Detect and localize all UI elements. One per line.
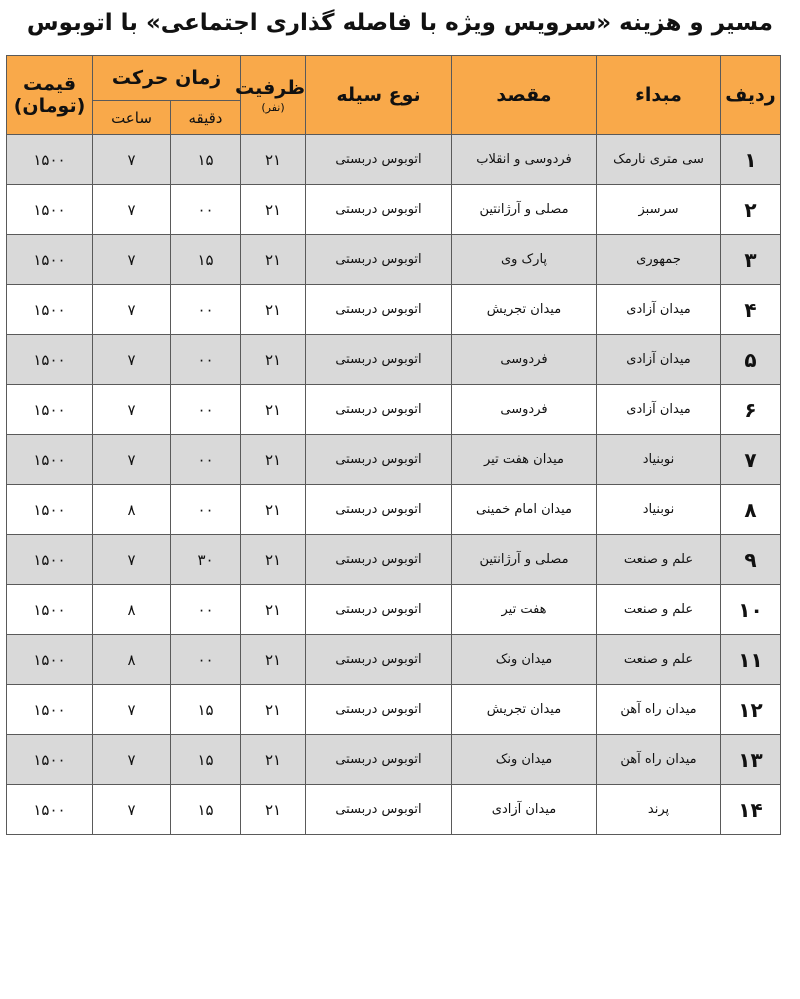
header-capacity: ظرفیت (نفر) [241,56,306,135]
capacity-cell: ۲۱ [241,135,306,185]
price-cell: ۱۵۰۰ [7,685,93,735]
table-row [7,485,781,535]
table-row [7,185,781,235]
destination-cell: مصلی و آرژانتین [452,185,597,235]
capacity-cell: ۲۱ [241,585,306,635]
row-number-cell: ۴ [721,285,781,335]
hour-cell: ۸ [93,635,171,685]
origin-cell: میدان راه آهن [597,735,721,785]
table-row [7,635,781,685]
price-cell: ۱۵۰۰ [7,335,93,385]
table-row [7,235,781,285]
vehicle-cell: اتوبوس دربستی [306,285,452,335]
table-row [7,535,781,585]
destination-cell: میدان ونک [452,635,597,685]
hour-cell: ۷ [93,135,171,185]
table-row [7,385,781,435]
header-origin: مبداء [597,56,721,135]
minute-cell: ۳۰ [171,535,241,585]
page-title: مسیر و هزینه «سرویس ویژه با فاصله گذاری اجتماعی» با اتوبوس [26,10,774,36]
origin-cell: نوبنیاد [597,485,721,535]
origin-cell: میدان آزادی [597,285,721,335]
origin-cell: پرند [597,785,721,835]
hour-cell: ۷ [93,435,171,485]
row-number-cell: ۸ [721,485,781,535]
row-number-cell: ۶ [721,385,781,435]
hour-cell: ۷ [93,735,171,785]
header-price: قیمت (تومان) [7,56,93,135]
minute-cell: ۰۰ [171,385,241,435]
price-cell: ۱۵۰۰ [7,235,93,285]
hour-cell: ۸ [93,585,171,635]
vehicle-cell: اتوبوس دربستی [306,785,452,835]
origin-cell: میدان آزادی [597,335,721,385]
minute-cell: ۱۵ [171,735,241,785]
price-cell: ۱۵۰۰ [7,785,93,835]
minute-cell: ۰۰ [171,185,241,235]
hour-cell: ۷ [93,385,171,435]
capacity-cell: ۲۱ [241,235,306,285]
vehicle-cell: اتوبوس دربستی [306,185,452,235]
row-number-cell: ۲ [721,185,781,235]
origin-cell: علم و صنعت [597,585,721,635]
destination-cell: میدان هفت تیر [452,435,597,485]
vehicle-cell: اتوبوس دربستی [306,335,452,385]
hour-cell: ۷ [93,685,171,735]
capacity-cell: ۲۱ [241,785,306,835]
minute-cell: ۱۵ [171,785,241,835]
hour-cell: ۷ [93,285,171,335]
vehicle-cell: اتوبوس دربستی [306,735,452,785]
row-number-cell: ۱۲ [721,685,781,735]
minute-cell: ۰۰ [171,435,241,485]
table-row [7,285,781,335]
hour-cell: ۸ [93,485,171,535]
header-price-unit: (تومان) [13,95,86,117]
capacity-cell: ۲۱ [241,635,306,685]
capacity-cell: ۲۱ [241,485,306,535]
header-row-number: ردیف [721,56,781,135]
row-number-cell: ۱ [721,135,781,185]
price-cell: ۱۵۰۰ [7,535,93,585]
table-row [7,735,781,785]
vehicle-cell: اتوبوس دربستی [306,135,452,185]
capacity-cell: ۲۱ [241,285,306,335]
destination-cell: میدان تجریش [452,685,597,735]
header-capacity-unit: (نفر) [261,100,285,114]
price-cell: ۱۵۰۰ [7,135,93,185]
header-hour: ساعت [93,101,171,135]
destination-cell: فردوسی [452,385,597,435]
row-number-cell: ۱۰ [721,585,781,635]
header-row [7,56,781,101]
minute-cell: ۱۵ [171,235,241,285]
price-cell: ۱۵۰۰ [7,485,93,535]
origin-cell: میدان راه آهن [597,685,721,735]
header-departure-time: زمان حرکت [93,56,241,101]
vehicle-cell: اتوبوس دربستی [306,235,452,285]
minute-cell: ۰۰ [171,485,241,535]
origin-cell: علم و صنعت [597,535,721,585]
header-minute: دقیقه [171,101,241,135]
vehicle-cell: اتوبوس دربستی [306,385,452,435]
table-body [7,135,781,835]
row-number-cell: ۱۱ [721,635,781,685]
minute-cell: ۰۰ [171,635,241,685]
row-number-cell: ۷ [721,435,781,485]
table-row [7,785,781,835]
capacity-cell: ۲۱ [241,535,306,585]
vehicle-cell: اتوبوس دربستی [306,685,452,735]
price-cell: ۱۵۰۰ [7,735,93,785]
minute-cell: ۱۵ [171,685,241,735]
vehicle-cell: اتوبوس دربستی [306,585,452,635]
table-row [7,335,781,385]
origin-cell: علم و صنعت [597,635,721,685]
header-destination: مقصد [452,56,597,135]
minute-cell: ۰۰ [171,335,241,385]
origin-cell: سی متری نارمک [597,135,721,185]
destination-cell: فردوسی و انقلاب [452,135,597,185]
origin-cell: نوبنیاد [597,435,721,485]
price-cell: ۱۵۰۰ [7,285,93,335]
destination-cell: پارک وی [452,235,597,285]
destination-cell: فردوسی [452,335,597,385]
vehicle-cell: اتوبوس دربستی [306,485,452,535]
hour-cell: ۷ [93,535,171,585]
destination-cell: میدان امام خمینی [452,485,597,535]
capacity-cell: ۲۱ [241,185,306,235]
hour-cell: ۷ [93,185,171,235]
destination-cell: هفت تیر [452,585,597,635]
header-vehicle: نوع سیله [306,56,452,135]
vehicle-cell: اتوبوس دربستی [306,635,452,685]
origin-cell: سرسبز [597,185,721,235]
price-cell: ۱۵۰۰ [7,635,93,685]
capacity-cell: ۲۱ [241,735,306,785]
origin-cell: جمهوری [597,235,721,285]
row-number-cell: ۵ [721,335,781,385]
hour-cell: ۷ [93,335,171,385]
row-number-cell: ۹ [721,535,781,585]
row-number-cell: ۱۴ [721,785,781,835]
vehicle-cell: اتوبوس دربستی [306,535,452,585]
capacity-cell: ۲۱ [241,435,306,485]
price-cell: ۱۵۰۰ [7,185,93,235]
row-number-cell: ۳ [721,235,781,285]
table-row [7,685,781,735]
table-row [7,435,781,485]
destination-cell: میدان آزادی [452,785,597,835]
capacity-cell: ۲۱ [241,335,306,385]
minute-cell: ۱۵ [171,135,241,185]
minute-cell: ۰۰ [171,585,241,635]
bus-routes-table [6,55,781,835]
destination-cell: میدان تجریش [452,285,597,335]
hour-cell: ۷ [93,235,171,285]
price-cell: ۱۵۰۰ [7,585,93,635]
table-row [7,135,781,185]
price-cell: ۱۵۰۰ [7,435,93,485]
price-cell: ۱۵۰۰ [7,385,93,435]
capacity-cell: ۲۱ [241,385,306,435]
capacity-cell: ۲۱ [241,685,306,735]
hour-cell: ۷ [93,785,171,835]
destination-cell: مصلی و آرژانتین [452,535,597,585]
row-number-cell: ۱۳ [721,735,781,785]
origin-cell: میدان آزادی [597,385,721,435]
destination-cell: میدان ونک [452,735,597,785]
minute-cell: ۰۰ [171,285,241,335]
table-row [7,585,781,635]
vehicle-cell: اتوبوس دربستی [306,435,452,485]
